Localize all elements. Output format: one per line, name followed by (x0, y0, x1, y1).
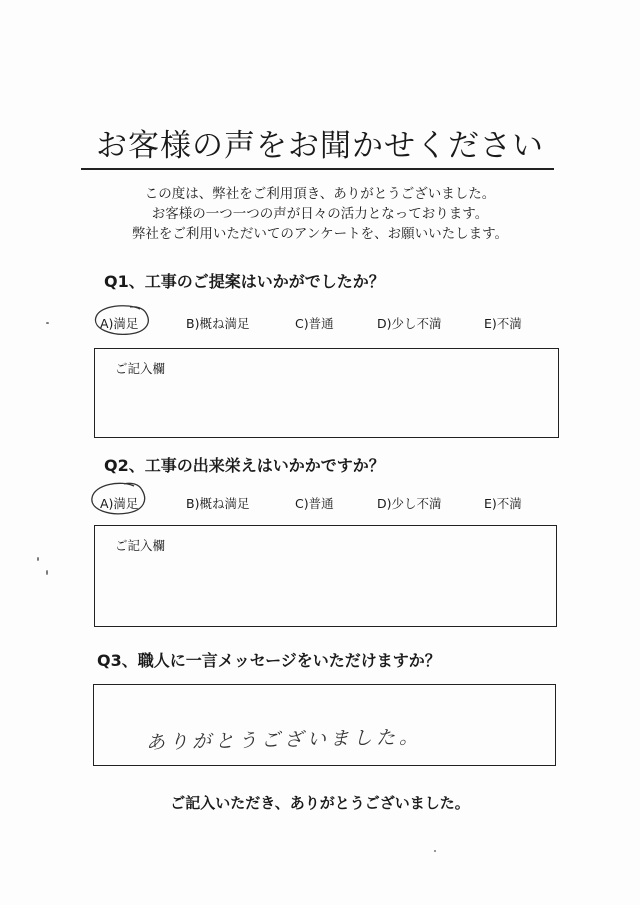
q2-options (100, 495, 540, 513)
q1-option-d[interactable]: D)少し不満 (377, 316, 442, 331)
q2-option-c[interactable]: C)普通 (295, 496, 334, 511)
q1-comment-label: ご記入欄 (115, 361, 166, 376)
q2-question: Q2、工事の出来栄えはいかかですか？ (104, 456, 385, 475)
title-underline (81, 168, 554, 170)
q3-question: Q3、職人に一言メッセージをいただけますか？ (97, 651, 441, 670)
q1-comment-box[interactable] (94, 348, 559, 438)
intro-line-2: お客様の一つ一つの声が日々の活力となっております。 (151, 206, 489, 222)
scan-speck (434, 850, 436, 852)
q2-option-e[interactable]: E)不満 (484, 496, 522, 511)
scan-speck (37, 557, 39, 561)
q1-option-a[interactable]: A)満足 (100, 316, 139, 331)
q1-option-c[interactable]: C)普通 (295, 316, 334, 331)
q1-options (100, 315, 540, 333)
q2-option-b[interactable]: B)概ね満足 (186, 496, 250, 511)
q2-option-a[interactable]: A)満足 (100, 496, 139, 511)
scan-speck (46, 570, 48, 575)
q2-comment-label: ご記入欄 (115, 538, 166, 553)
intro-line-1: この度は、弊社をご利用頂き、ありがとうございました。 (144, 186, 496, 202)
q1-option-b[interactable]: B)概ね満足 (186, 316, 250, 331)
q2-comment-box[interactable] (94, 525, 557, 627)
q1-option-e[interactable]: E)不満 (484, 316, 522, 331)
q2-option-d[interactable]: D)少し不満 (377, 496, 442, 511)
page-title: お客様の声をお聞かせください (96, 128, 544, 164)
thank-you-footer: ご記入いただき、ありがとうございました。 (170, 794, 470, 812)
q3-handwritten-answer: ありがとうございました。 (145, 726, 423, 754)
q1-question: Q1、工事のご提案はいかがでしたか？ (104, 272, 385, 291)
scan-speck (46, 322, 49, 324)
intro-text (0, 184, 640, 244)
intro-line-3: 弊社をご利用いただいてのアンケートを、お願いいたします。 (131, 226, 509, 242)
q3-message-box[interactable] (93, 684, 556, 766)
